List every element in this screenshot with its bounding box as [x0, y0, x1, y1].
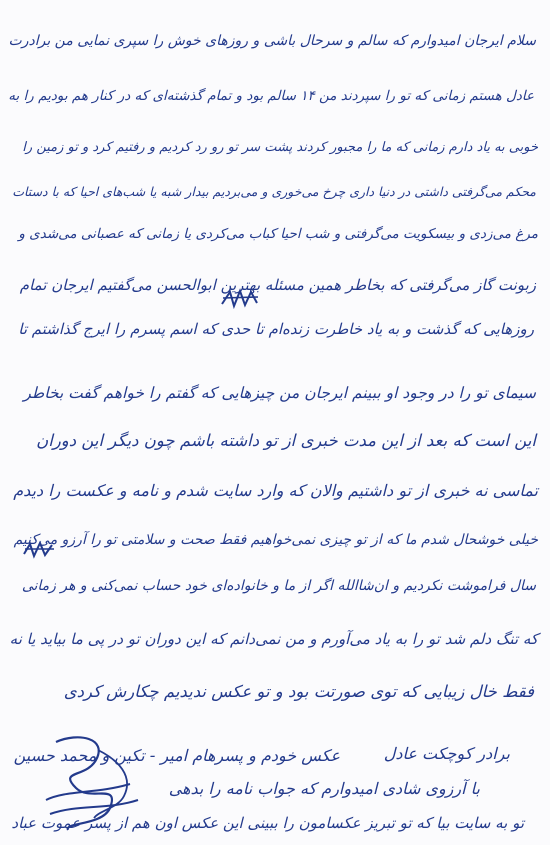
letter-line: سیمای تو را در وجود او ببینم ایرجان من چیزهایی که گفتم را خواهم گفت بخاطر	[23, 384, 536, 402]
letter-line: محکم می‌گرفتی داشتی در دنیا داری چرخ می‌خوری و می‌بردیم بیدار شبه یا شب‌های احیا که با دستات	[12, 184, 536, 199]
letter-line: عادل هستم زمانی که تو را سپردند من ۱۴ سالم بود و تمام گذشته‌ای که در کنار هم بودیم را به	[8, 88, 534, 104]
photo-caption: عکس خودم و پسرهام امیر - تکین و محمد حسین	[13, 746, 340, 765]
letter-line: زبونت گاز می‌گرفتی که بخاطر همین مسئله بهترین ابوالحسن می‌گفتیم ایرجان تمام	[19, 276, 536, 294]
sender-line: برادر کوچکت عادل	[383, 744, 510, 763]
final-note: تو به سایت بیا که تو تبریز عکسامون را ببینی این عکس اون هم از پسر عموت عباد	[11, 814, 524, 832]
letter-line: خیلی خوشحال شدم ما که از تو چیزی نمی‌خواهیم فقط صحت و سلامتی تو را آرزو می‌کنیم	[13, 532, 538, 548]
letter-line: سلام ایرجان امیدوارم که سالم و سرحال باشی و روزهای خوش را سپری نمایی من برادرت	[8, 33, 536, 49]
letter-line: خوبی به یاد دارم زمانی که ما را مجبور کردند پشت سر تو رو رد کردیم و رفتیم کرد و تو زمین را	[22, 140, 538, 155]
letter-line: که تنگ دلم شد تو را به یاد می‌آورم و من نمی‌دانم که این دوران تو در پی ما بیاید یا نه	[9, 630, 538, 648]
letter-line: روزهایی که گذشت و به یاد خاطرت زنده‌ام تا حدی که اسم پسرم را ایرج گذاشتم تا	[18, 320, 534, 338]
letter-line: سال فراموشت نکردیم و ان‌شاالله اگر از ما و خانواده‌ای خود حساب نمی‌کنی و هر زمانی	[21, 578, 536, 594]
signature-image	[38, 730, 148, 840]
letter-line: مرغ می‌زدی و بیسکویت می‌گرفتی و شب احیا کباب می‌کردی یا زمانی که عصبانی می‌شدی و	[18, 226, 538, 242]
letter-line: این است که بعد از این مدت خبری از تو داشته باشم چون دیگر این دوران	[36, 431, 536, 450]
scribble-mark	[220, 288, 260, 310]
closing-line: با آرزوی شادی امیدوارم که جواب نامه را بدهی	[168, 779, 480, 798]
letter-line: تماسی نه خبری از تو داشتیم والان که وارد سایت شدم و نامه و عکست را دیدم	[13, 481, 538, 500]
letter-line: فقط خال زیبایی که توی صورتت بود و تو عکس ندیدیم چکارش کردی	[63, 682, 534, 701]
scribble-mark	[22, 540, 56, 560]
